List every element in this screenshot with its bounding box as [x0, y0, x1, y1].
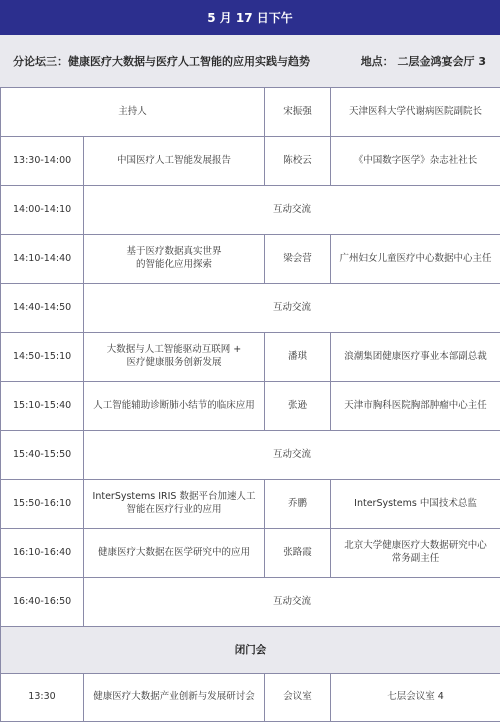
closing-row	[1, 674, 500, 722]
session-speaker: 陈校云	[265, 137, 331, 186]
session-time: 16:10-16:40	[1, 529, 84, 578]
session-speaker: 潘琪	[265, 333, 331, 382]
forum-location: 地点： 二层金鸿宴会厅 3	[360, 55, 486, 68]
session-affiliation: 《中国数字医学》杂志社社长	[331, 137, 500, 186]
session-time: 14:00-14:10	[1, 186, 84, 235]
closing-topic: 健康医疗大数据产业创新与发展研讨会	[84, 674, 265, 722]
session-topic: 基于医疗数据真实世界 的智能化应用探索	[84, 235, 265, 284]
break-row	[1, 578, 500, 627]
break-label: 互动交流	[84, 578, 500, 627]
host-name: 宋振强	[265, 88, 331, 137]
session-topic: InterSystems IRIS 数据平台加速人工 智能在医疗行业的应用	[84, 480, 265, 529]
session-time: 15:10-15:40	[1, 382, 84, 431]
session-row	[1, 333, 500, 382]
session-topic: 大数据与人工智能驱动互联网 + 医疗健康服务创新发展	[84, 333, 265, 382]
session-topic: 健康医疗大数据在医学研究中的应用	[84, 529, 265, 578]
session-time: 15:50-16:10	[1, 480, 84, 529]
forum-header	[0, 35, 500, 87]
date-header	[0, 0, 500, 35]
break-label: 互动交流	[84, 431, 500, 480]
session-topic: 中国医疗人工智能发展报告	[84, 137, 265, 186]
session-affiliation: 天津市胸科医院胸部肿瘤中心主任	[331, 382, 500, 431]
forum-title: 分论坛三：健康医疗大数据与医疗人工智能的应用实践与趋势	[13, 55, 310, 68]
session-affiliation: 浪潮集团健康医疗事业本部副总裁	[331, 333, 500, 382]
host-label: 主持人	[1, 88, 265, 137]
break-row	[1, 186, 500, 235]
session-row	[1, 235, 500, 284]
session-time: 14:10-14:40	[1, 235, 84, 284]
session-speaker: 张路霞	[265, 529, 331, 578]
session-time: 13:30-14:00	[1, 137, 84, 186]
session-topic: 人工智能辅助诊断肺小结节的临床应用	[84, 382, 265, 431]
closing-room: 七层会议室 4	[331, 674, 500, 722]
session-time: 14:40-14:50	[1, 284, 84, 333]
break-row	[1, 431, 500, 480]
session-time: 14:50-15:10	[1, 333, 84, 382]
host-affiliation: 天津医科大学代谢病医院副院长	[331, 88, 500, 137]
session-affiliation: InterSystems 中国技术总监	[331, 480, 500, 529]
session-time: 15:40-15:50	[1, 431, 84, 480]
session-speaker: 梁会营	[265, 235, 331, 284]
break-label: 互动交流	[84, 284, 500, 333]
session-row	[1, 529, 500, 578]
host-row	[1, 88, 500, 137]
schedule-table	[0, 87, 500, 722]
session-affiliation: 北京大学健康医疗大数据研究中心 常务副主任	[331, 529, 500, 578]
closing-title: 闭门会	[1, 627, 500, 674]
session-row	[1, 480, 500, 529]
session-speaker: 乔鹏	[265, 480, 331, 529]
session-speaker: 张逊	[265, 382, 331, 431]
closing-section-row	[1, 627, 500, 674]
session-affiliation: 广州妇女儿童医疗中心数据中心主任	[331, 235, 500, 284]
break-row	[1, 284, 500, 333]
session-time: 16:40-16:50	[1, 578, 84, 627]
session-row	[1, 137, 500, 186]
break-label: 互动交流	[84, 186, 500, 235]
date-title: 5 月 17 日下午	[207, 11, 293, 25]
closing-time: 13:30	[1, 674, 84, 722]
session-row	[1, 382, 500, 431]
schedule-body	[1, 88, 500, 722]
closing-type: 会议室	[265, 674, 331, 722]
